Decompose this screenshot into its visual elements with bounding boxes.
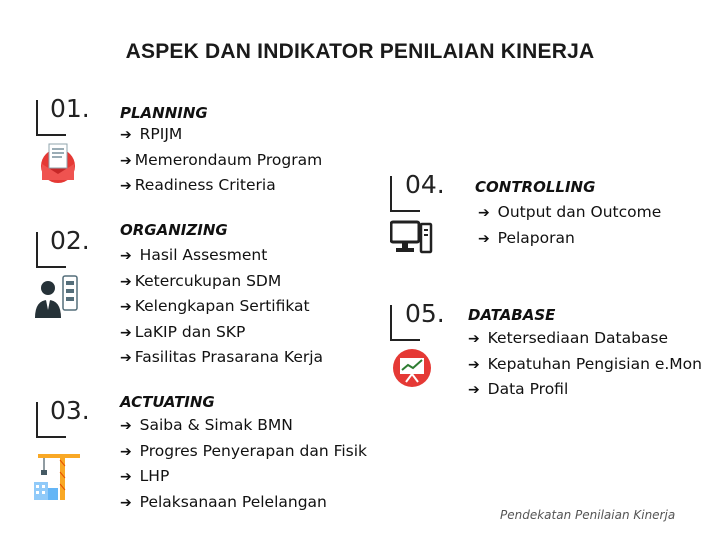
arrow-right-icon: ➔ (478, 230, 490, 247)
list-item: ➔ Kepatuhan Pengisian e.Mon (468, 352, 702, 378)
controlling-list (478, 200, 661, 251)
list-item: ➔ LHP (120, 464, 367, 490)
section-number-04: 04. (405, 170, 445, 199)
arrow-right-icon: ➔ (468, 331, 480, 347)
list-item: ➔ Ketersediaan Database (468, 326, 702, 352)
list-item: ➔ Ketercukupan SDM (120, 269, 323, 295)
arrow-right-icon: ➔ (120, 178, 132, 194)
section-number-01: 01. (50, 94, 90, 123)
section-number-05: 05. (405, 299, 445, 328)
heading-database: DATABASE (468, 306, 556, 324)
list-item: ➔ Pelaksanaan Pelelangan (120, 490, 367, 516)
arrow-right-icon: ➔ (120, 248, 132, 264)
heading-planning: PLANNING (120, 104, 208, 122)
list-item: ➔ RPIJM (120, 122, 322, 148)
arrow-right-icon: ➔ (120, 273, 132, 290)
planning-list (120, 122, 322, 199)
arrow-right-icon: ➔ (468, 382, 480, 398)
arrow-right-icon: ➔ (120, 469, 132, 485)
page-title: ASPEK DAN INDIKATOR PENILAIAN KINERJA (125, 40, 595, 63)
arrow-right-icon: ➔ (120, 324, 132, 341)
list-item: ➔ Saiba & Simak BMN (120, 413, 367, 439)
computer-monitor-icon (390, 220, 434, 260)
arrow-right-icon: ➔ (120, 350, 132, 366)
arrow-right-icon: ➔ (120, 418, 132, 434)
section-number-02: 02. (50, 226, 90, 255)
arrow-right-icon: ➔ (478, 205, 490, 221)
actuating-list (120, 413, 367, 515)
list-item: ➔ Fasilitas Prasarana Kerja (120, 345, 323, 371)
arrow-right-icon: ➔ (120, 152, 132, 169)
list-item: ➔ Pelaporan (478, 226, 661, 252)
list-item: ➔ Memerondaum Program (120, 148, 322, 174)
arrow-right-icon: ➔ (468, 356, 480, 373)
database-list (468, 326, 702, 403)
arrow-right-icon: ➔ (120, 494, 132, 511)
list-item: ➔ Progres Penyerapan dan Fisik (120, 439, 367, 465)
list-item: ➔ Kelengkapan Sertifikat (120, 294, 323, 320)
presentation-chart-icon (392, 348, 432, 392)
list-item: ➔ LaKIP dan SKP (120, 320, 323, 346)
heading-organizing: ORGANIZING (120, 221, 228, 239)
heading-controlling: CONTROLLING (475, 178, 596, 196)
document-envelope-icon (38, 140, 78, 188)
list-item: ➔ Data Profil (468, 377, 702, 403)
heading-actuating: ACTUATING (120, 393, 215, 411)
construction-crane-icon (32, 448, 82, 506)
list-item: ➔ Output dan Outcome (478, 200, 661, 226)
arrow-right-icon: ➔ (120, 443, 132, 460)
list-item: ➔ Hasil Assesment (120, 243, 323, 269)
arrow-right-icon: ➔ (120, 127, 132, 143)
organizing-list (120, 243, 323, 371)
section-number-03: 03. (50, 396, 90, 425)
footer-caption: Pendekatan Penilaian Kinerja (500, 508, 676, 522)
arrow-right-icon: ➔ (120, 299, 132, 315)
businessman-chart-icon (32, 274, 82, 324)
list-item: ➔ Readiness Criteria (120, 173, 322, 199)
